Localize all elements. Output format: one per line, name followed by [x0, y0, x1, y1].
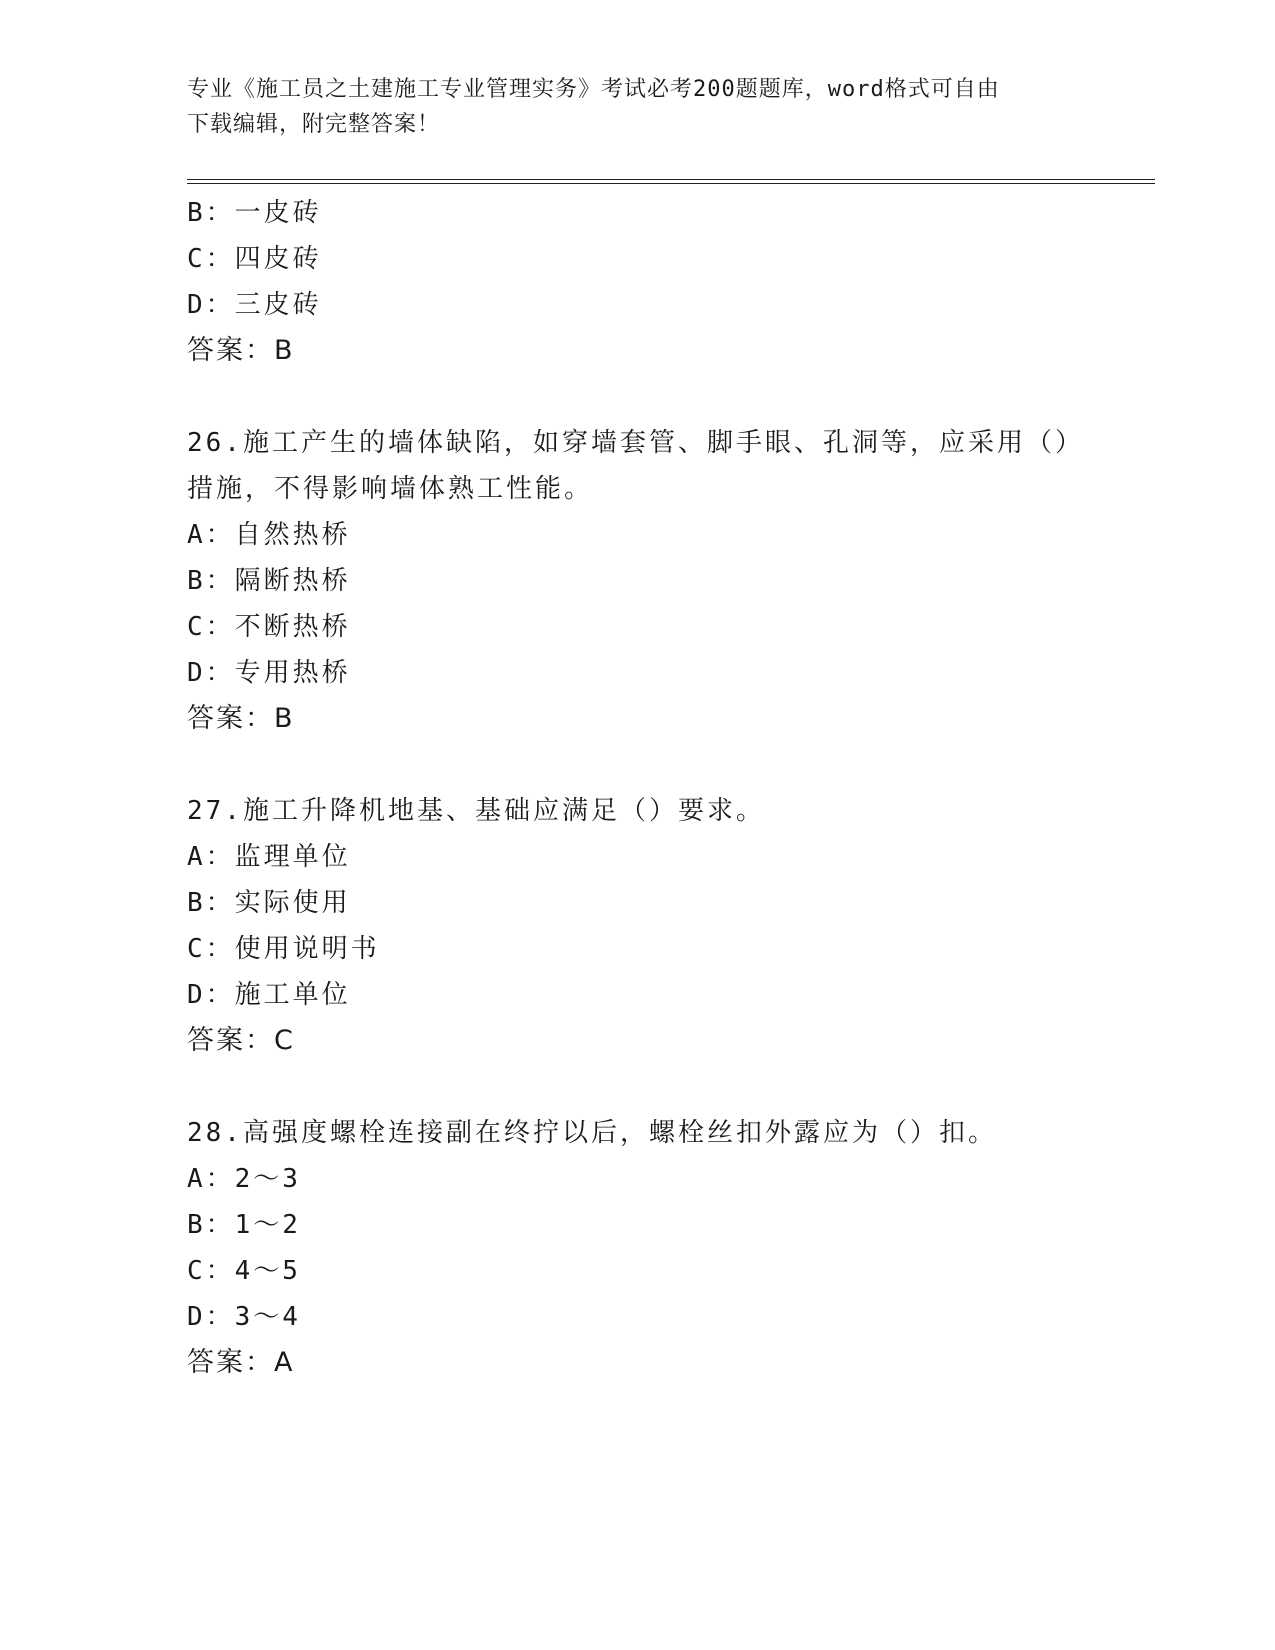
question-28	[187, 1110, 1087, 1386]
option-b: B：1～2	[187, 1210, 301, 1240]
question-stem: 措施，不得影响墙体熟工性能。	[187, 474, 594, 504]
question-content	[187, 190, 1087, 1386]
answer: 答案：B	[187, 335, 295, 366]
option-d: D：施工单位	[187, 980, 351, 1010]
answer: 答案：A	[187, 1347, 295, 1378]
question-26	[187, 420, 1087, 742]
header-divider-top	[187, 179, 1155, 180]
header-line-1: 专业《施工员之土建施工专业管理实务》考试必考200题题库，word格式可自由	[187, 77, 1000, 102]
document-header	[187, 72, 1067, 142]
question-stem: 28.高强度螺栓连接副在终拧以后，螺栓丝扣外露应为（）扣。	[187, 1118, 997, 1148]
answer: 答案：C	[187, 1025, 295, 1056]
option-c: C：使用说明书	[187, 934, 380, 964]
question-stem: 27.施工升降机地基、基础应满足（）要求。	[187, 796, 765, 826]
spacer	[187, 1064, 1087, 1110]
option-d: D：3～4	[187, 1302, 301, 1332]
question-25-continuation	[187, 190, 1087, 374]
option-a: A：2～3	[187, 1164, 301, 1194]
header-line-2: 下载编辑，附完整答案！	[187, 112, 441, 137]
option-b: B：一皮砖	[187, 198, 322, 228]
option-b: B：隔断热桥	[187, 566, 351, 596]
option-d: D：专用热桥	[187, 658, 351, 688]
spacer	[187, 374, 1087, 420]
option-c: C：四皮砖	[187, 244, 322, 274]
option-c: C：4～5	[187, 1256, 301, 1286]
option-b: B：实际使用	[187, 888, 351, 918]
option-c: C：不断热桥	[187, 612, 351, 642]
spacer	[187, 742, 1087, 788]
option-a: A：自然热桥	[187, 520, 351, 550]
option-d: D：三皮砖	[187, 290, 322, 320]
header-divider-bottom	[187, 183, 1155, 184]
question-27	[187, 788, 1087, 1064]
option-a: A：监理单位	[187, 842, 351, 872]
question-stem: 26.施工产生的墙体缺陷，如穿墙套管、脚手眼、孔洞等，应采用（）	[187, 428, 1084, 458]
answer: 答案：B	[187, 703, 295, 734]
